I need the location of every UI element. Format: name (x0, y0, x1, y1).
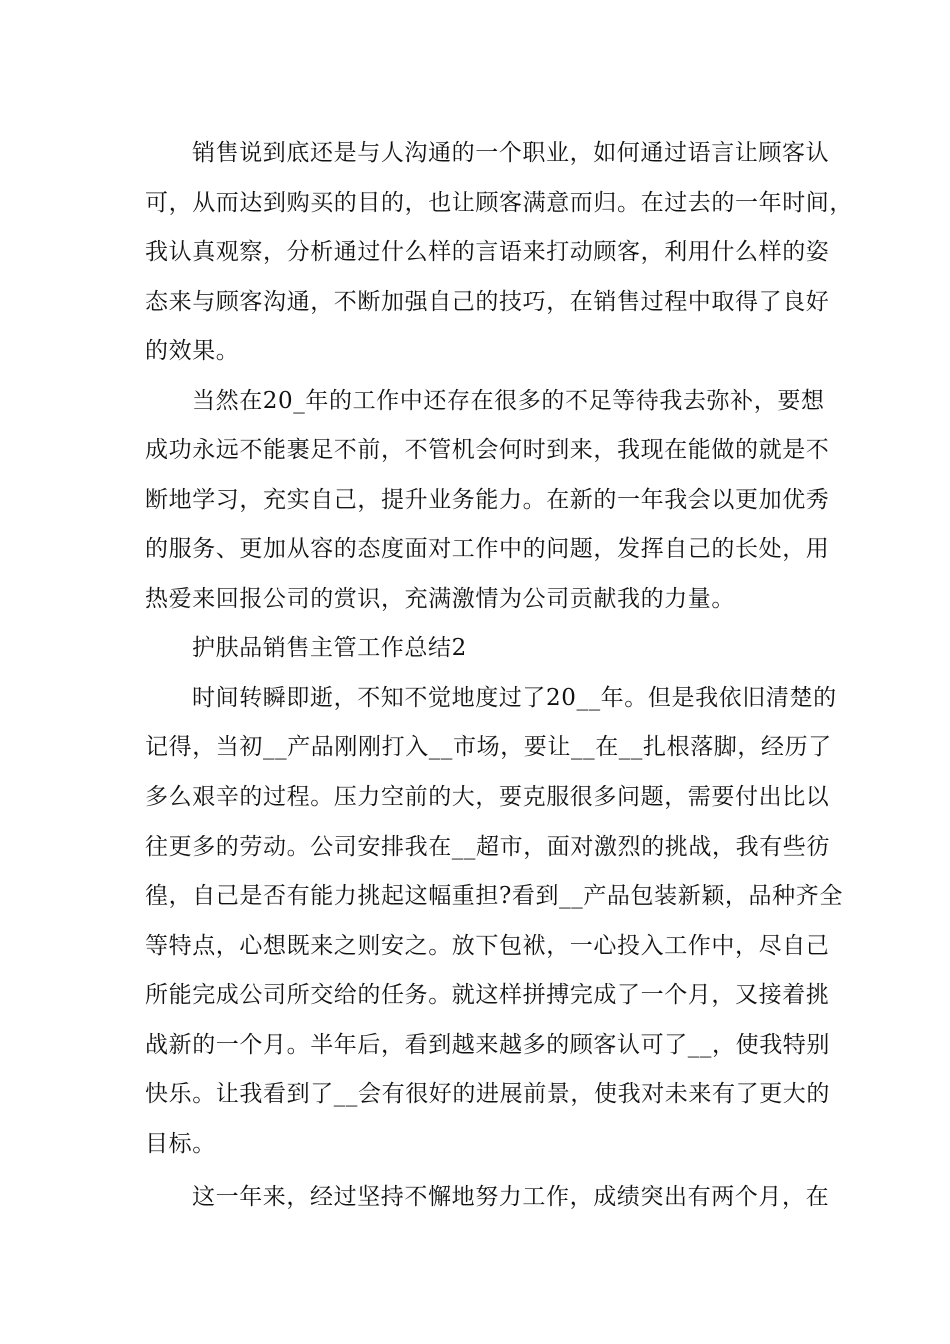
paragraph-line: 热爱来回报公司的赏识，充满激情为公司贡献我的力量。 (145, 586, 735, 612)
paragraph-line: 等特点，心想既来之则安之。放下包袱，一心投入工作中，尽自己 (145, 933, 830, 959)
paragraph-line: 我认真观察，分析通过什么样的言语来打动顾客，利用什么样的姿 (145, 239, 830, 265)
paragraph-line: 态来与顾客沟通，不断加强自己的技巧，在销售过程中取得了良好 (145, 289, 830, 315)
section-heading: 护肤品销售主管工作总结2 (192, 635, 467, 661)
paragraph-line: 多么艰辛的过程。压力空前的大，要克服很多问题，需要付出比以 (145, 784, 830, 810)
paragraph-line: 战新的一个月。半年后，看到越来越多的顾客认可了__，使我特别 (145, 1032, 830, 1058)
paragraph-line: 所能完成公司所交给的任务。就这样拼搏完成了一个月，又接着挑 (145, 982, 830, 1008)
paragraph-line: 的效果。 (145, 338, 240, 364)
paragraph-line: 目标。 (145, 1131, 216, 1157)
paragraph-line: 销售说到底还是与人沟通的一个职业，如何通过语言让顾客认 (192, 140, 830, 166)
paragraph-line: 时间转瞬即逝，不知不觉地度过了20__年。但是我依旧清楚的 (192, 685, 837, 711)
paragraph-line: 断地学习，充实自己，提升业务能力。在新的一年我会以更加优秀 (145, 487, 830, 513)
paragraph-line: 快乐。让我看到了__会有很好的进展前景，使我对未来有了更大的 (145, 1081, 830, 1107)
paragraph-line: 的服务、更加从容的态度面对工作中的问题，发挥自己的长处，用 (145, 536, 830, 562)
paragraph-line: 记得，当初__产品刚刚打入__市场，要让__在__扎根落脚，经历了 (145, 734, 832, 760)
paragraph-line: 可，从而达到购买的目的，也让顾客满意而归。在过去的一年时间， (145, 190, 853, 216)
paragraph-line: 徨，自己是否有能力挑起这幅重担?看到__产品包装新颖，品种齐全 (145, 883, 843, 909)
paragraph-line: 往更多的劳动。公司安排我在__超市，面对激烈的挑战，我有些彷 (145, 834, 830, 860)
paragraph-line: 成功永远不能裹足不前，不管机会何时到来，我现在能做的就是不 (145, 437, 830, 463)
paragraph-line: 这一年来，经过坚持不懈地努力工作，成绩突出有两个月，在 (192, 1184, 830, 1210)
paragraph-line: 当然在20_年的工作中还存在很多的不足等待我去弥补，要想 (192, 388, 825, 414)
